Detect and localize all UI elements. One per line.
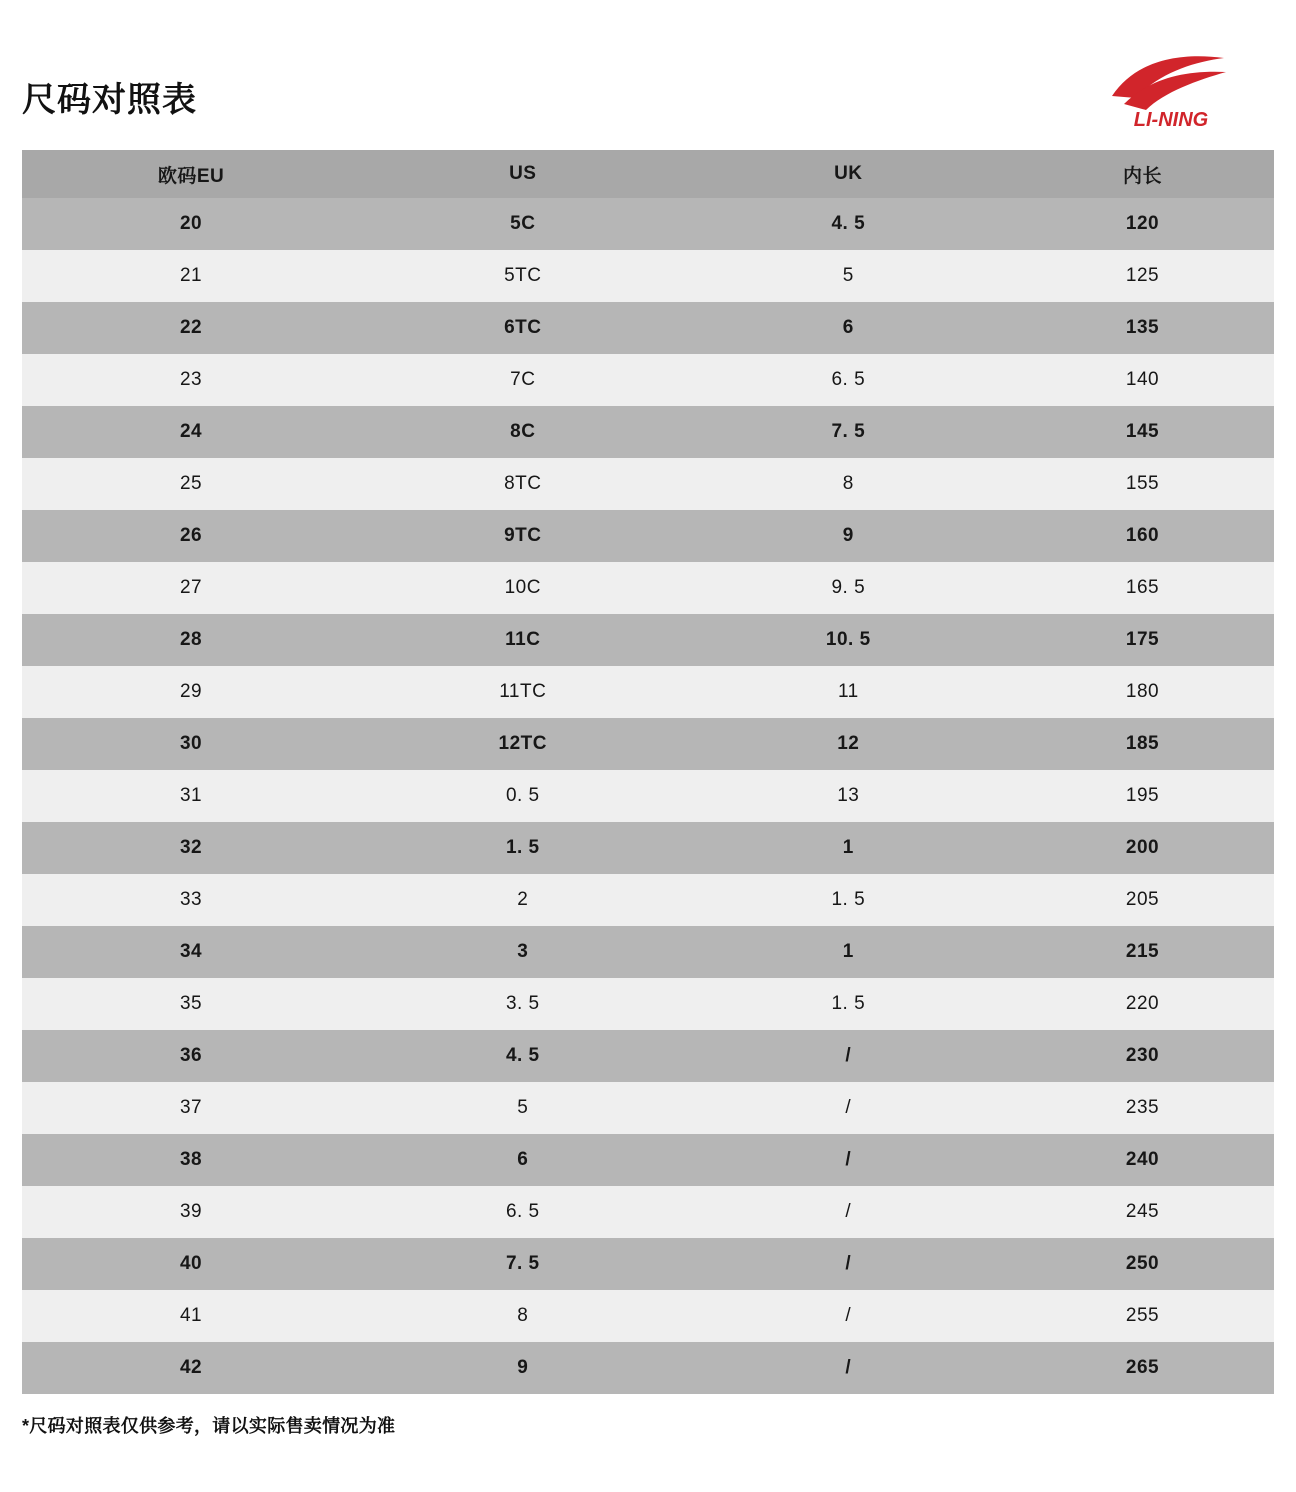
cell-us: 12TC bbox=[360, 718, 686, 770]
cell-eu: 26 bbox=[22, 510, 360, 562]
cell-uk: / bbox=[686, 1134, 1012, 1186]
cell-uk: 9. 5 bbox=[686, 562, 1012, 614]
size-table-head bbox=[22, 150, 1274, 198]
cell-uk: 1 bbox=[686, 926, 1012, 978]
cell-uk: / bbox=[686, 1030, 1012, 1082]
column-header-eu: 欧码EU bbox=[22, 150, 360, 198]
cell-us: 6 bbox=[360, 1134, 686, 1186]
cell-uk: 9 bbox=[686, 510, 1012, 562]
cell-length: 160 bbox=[1011, 510, 1274, 562]
cell-eu: 20 bbox=[22, 198, 360, 250]
cell-length: 135 bbox=[1011, 302, 1274, 354]
cell-uk: 11 bbox=[686, 666, 1012, 718]
cell-us: 10C bbox=[360, 562, 686, 614]
cell-eu: 30 bbox=[22, 718, 360, 770]
cell-us: 3 bbox=[360, 926, 686, 978]
table-row bbox=[22, 718, 1274, 770]
cell-length: 195 bbox=[1011, 770, 1274, 822]
cell-uk: / bbox=[686, 1290, 1012, 1342]
cell-length: 230 bbox=[1011, 1030, 1274, 1082]
table-row bbox=[22, 1134, 1274, 1186]
cell-us: 5TC bbox=[360, 250, 686, 302]
footnote: *尺码对照表仅供参考，请以实际售卖情况为准 bbox=[22, 1416, 396, 1436]
cell-uk: / bbox=[686, 1186, 1012, 1238]
cell-eu: 41 bbox=[22, 1290, 360, 1342]
cell-length: 240 bbox=[1011, 1134, 1274, 1186]
column-header-us: US bbox=[360, 150, 686, 198]
cell-length: 200 bbox=[1011, 822, 1274, 874]
cell-eu: 39 bbox=[22, 1186, 360, 1238]
cell-eu: 25 bbox=[22, 458, 360, 510]
cell-length: 255 bbox=[1011, 1290, 1274, 1342]
cell-us: 8 bbox=[360, 1290, 686, 1342]
cell-uk: 6. 5 bbox=[686, 354, 1012, 406]
table-row bbox=[22, 458, 1274, 510]
cell-eu: 24 bbox=[22, 406, 360, 458]
table-row bbox=[22, 1290, 1274, 1342]
cell-length: 155 bbox=[1011, 458, 1274, 510]
cell-length: 245 bbox=[1011, 1186, 1274, 1238]
li-ning-logo bbox=[1106, 52, 1236, 132]
cell-us: 4. 5 bbox=[360, 1030, 686, 1082]
cell-length: 205 bbox=[1011, 874, 1274, 926]
cell-length: 145 bbox=[1011, 406, 1274, 458]
cell-eu: 35 bbox=[22, 978, 360, 1030]
cell-uk: / bbox=[686, 1238, 1012, 1290]
cell-eu: 38 bbox=[22, 1134, 360, 1186]
cell-us: 3. 5 bbox=[360, 978, 686, 1030]
column-header-length: 内长 bbox=[1011, 150, 1274, 198]
table-row bbox=[22, 198, 1274, 250]
cell-eu: 34 bbox=[22, 926, 360, 978]
cell-us: 8C bbox=[360, 406, 686, 458]
table-row bbox=[22, 1030, 1274, 1082]
table-row bbox=[22, 770, 1274, 822]
cell-length: 165 bbox=[1011, 562, 1274, 614]
cell-length: 125 bbox=[1011, 250, 1274, 302]
table-row bbox=[22, 874, 1274, 926]
size-table-body bbox=[22, 198, 1274, 1394]
table-row bbox=[22, 1342, 1274, 1394]
cell-eu: 23 bbox=[22, 354, 360, 406]
cell-uk: 13 bbox=[686, 770, 1012, 822]
cell-eu: 22 bbox=[22, 302, 360, 354]
table-header-row bbox=[22, 150, 1274, 198]
cell-length: 265 bbox=[1011, 1342, 1274, 1394]
table-row bbox=[22, 1238, 1274, 1290]
cell-eu: 40 bbox=[22, 1238, 360, 1290]
size-table-container bbox=[22, 150, 1274, 1394]
table-row bbox=[22, 978, 1274, 1030]
cell-length: 180 bbox=[1011, 666, 1274, 718]
cell-uk: 10. 5 bbox=[686, 614, 1012, 666]
cell-uk: 6 bbox=[686, 302, 1012, 354]
cell-length: 185 bbox=[1011, 718, 1274, 770]
table-row bbox=[22, 406, 1274, 458]
cell-uk: 12 bbox=[686, 718, 1012, 770]
cell-us: 9 bbox=[360, 1342, 686, 1394]
cell-eu: 37 bbox=[22, 1082, 360, 1134]
page-title: 尺码对照表 bbox=[22, 81, 197, 119]
cell-length: 235 bbox=[1011, 1082, 1274, 1134]
table-row bbox=[22, 822, 1274, 874]
size-table bbox=[22, 150, 1274, 1394]
cell-us: 11C bbox=[360, 614, 686, 666]
cell-eu: 29 bbox=[22, 666, 360, 718]
cell-eu: 27 bbox=[22, 562, 360, 614]
cell-us: 8TC bbox=[360, 458, 686, 510]
cell-eu: 28 bbox=[22, 614, 360, 666]
table-row bbox=[22, 614, 1274, 666]
cell-length: 250 bbox=[1011, 1238, 1274, 1290]
svg-text:LI-NING: LI-NING bbox=[1133, 109, 1209, 131]
table-row bbox=[22, 302, 1274, 354]
table-row bbox=[22, 250, 1274, 302]
cell-uk: 1. 5 bbox=[686, 874, 1012, 926]
table-row bbox=[22, 1082, 1274, 1134]
cell-length: 140 bbox=[1011, 354, 1274, 406]
cell-us: 7C bbox=[360, 354, 686, 406]
cell-uk: 7. 5 bbox=[686, 406, 1012, 458]
cell-us: 1. 5 bbox=[360, 822, 686, 874]
cell-us: 0. 5 bbox=[360, 770, 686, 822]
table-row bbox=[22, 510, 1274, 562]
cell-length: 175 bbox=[1011, 614, 1274, 666]
cell-eu: 21 bbox=[22, 250, 360, 302]
cell-us: 9TC bbox=[360, 510, 686, 562]
page-header bbox=[0, 0, 1296, 150]
column-header-uk: UK bbox=[686, 150, 1012, 198]
cell-eu: 33 bbox=[22, 874, 360, 926]
cell-uk: / bbox=[686, 1342, 1012, 1394]
cell-length: 220 bbox=[1011, 978, 1274, 1030]
table-row bbox=[22, 562, 1274, 614]
table-row bbox=[22, 666, 1274, 718]
cell-us: 7. 5 bbox=[360, 1238, 686, 1290]
cell-us: 11TC bbox=[360, 666, 686, 718]
cell-length: 120 bbox=[1011, 198, 1274, 250]
cell-uk: 4. 5 bbox=[686, 198, 1012, 250]
cell-uk: 1 bbox=[686, 822, 1012, 874]
cell-uk: / bbox=[686, 1082, 1012, 1134]
table-row bbox=[22, 926, 1274, 978]
cell-eu: 32 bbox=[22, 822, 360, 874]
cell-us: 5C bbox=[360, 198, 686, 250]
cell-eu: 36 bbox=[22, 1030, 360, 1082]
cell-eu: 42 bbox=[22, 1342, 360, 1394]
cell-uk: 1. 5 bbox=[686, 978, 1012, 1030]
table-row bbox=[22, 354, 1274, 406]
table-row bbox=[22, 1186, 1274, 1238]
cell-eu: 31 bbox=[22, 770, 360, 822]
cell-uk: 8 bbox=[686, 458, 1012, 510]
cell-length: 215 bbox=[1011, 926, 1274, 978]
cell-us: 6TC bbox=[360, 302, 686, 354]
cell-us: 2 bbox=[360, 874, 686, 926]
cell-us: 5 bbox=[360, 1082, 686, 1134]
cell-uk: 5 bbox=[686, 250, 1012, 302]
cell-us: 6. 5 bbox=[360, 1186, 686, 1238]
